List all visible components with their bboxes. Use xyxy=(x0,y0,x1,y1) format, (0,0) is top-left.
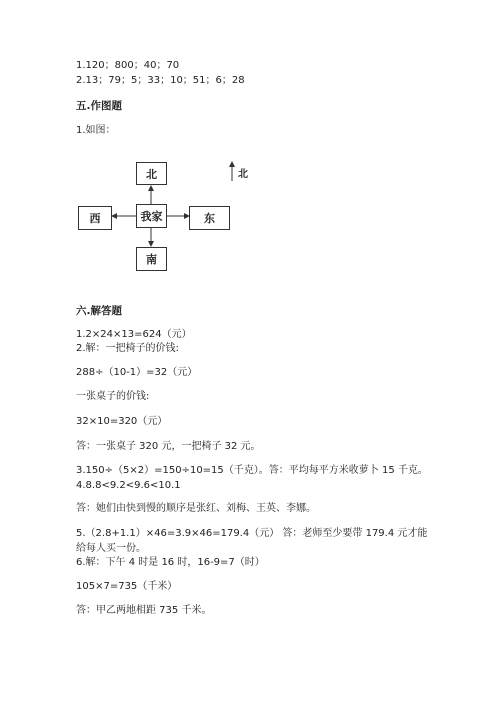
solution-line: 6.解：下午 4 时是 16 时，16-9=7（时） xyxy=(76,557,265,568)
box-east: 东 xyxy=(189,206,230,230)
solution-line: 4.8.8<9.2<9.6<10.1 xyxy=(76,480,181,491)
box-home: 我家 xyxy=(136,204,167,228)
section-5-title: 五.作图题 xyxy=(76,100,122,112)
box-north: 北 xyxy=(136,162,167,185)
solution-line: 5.（2.8+1.1）×46=3.9×46=179.4（元） 答：老师至少要带 179.4 元才能 xyxy=(76,528,428,539)
solution-line: 一张桌子的价钱: xyxy=(76,391,150,402)
box-west: 西 xyxy=(78,206,112,230)
section-6-title: 六.解答题 xyxy=(76,305,122,317)
compass-label: 北 xyxy=(238,169,248,180)
answer-line-1: 1.120；800；40；70 xyxy=(76,60,180,71)
box-south: 南 xyxy=(136,247,167,271)
solution-line: 32×10=320（元） xyxy=(76,416,168,427)
solution-line: 答：甲乙两地相距 735 千米。 xyxy=(76,605,212,616)
solution-line: 答：一张桌子 320 元，一把椅子 32 元。 xyxy=(76,441,261,452)
section-5-q1-label: 1.如图： xyxy=(76,125,116,136)
solution-line: 3.150÷（5×2）=150÷10=15（千克）。答：平均每平方米收萝卜 15 千克。 xyxy=(76,465,428,476)
solution-line: 答：她们由快到慢的顺序是张红、刘梅、王英、李娜。 xyxy=(76,503,316,514)
solution-line: 1.2×24×13=624（元） xyxy=(76,329,192,340)
solution-line: 288÷（10-1）=32（元） xyxy=(76,367,198,378)
solution-line: 给每人买一份。 xyxy=(76,543,146,554)
solution-line: 2.解：一把椅子的价钱: xyxy=(76,343,179,354)
solution-line: 105×7=735（千米） xyxy=(76,581,178,592)
answer-line-2: 2.13；79；5；33；10；51；6；28 xyxy=(76,75,245,86)
